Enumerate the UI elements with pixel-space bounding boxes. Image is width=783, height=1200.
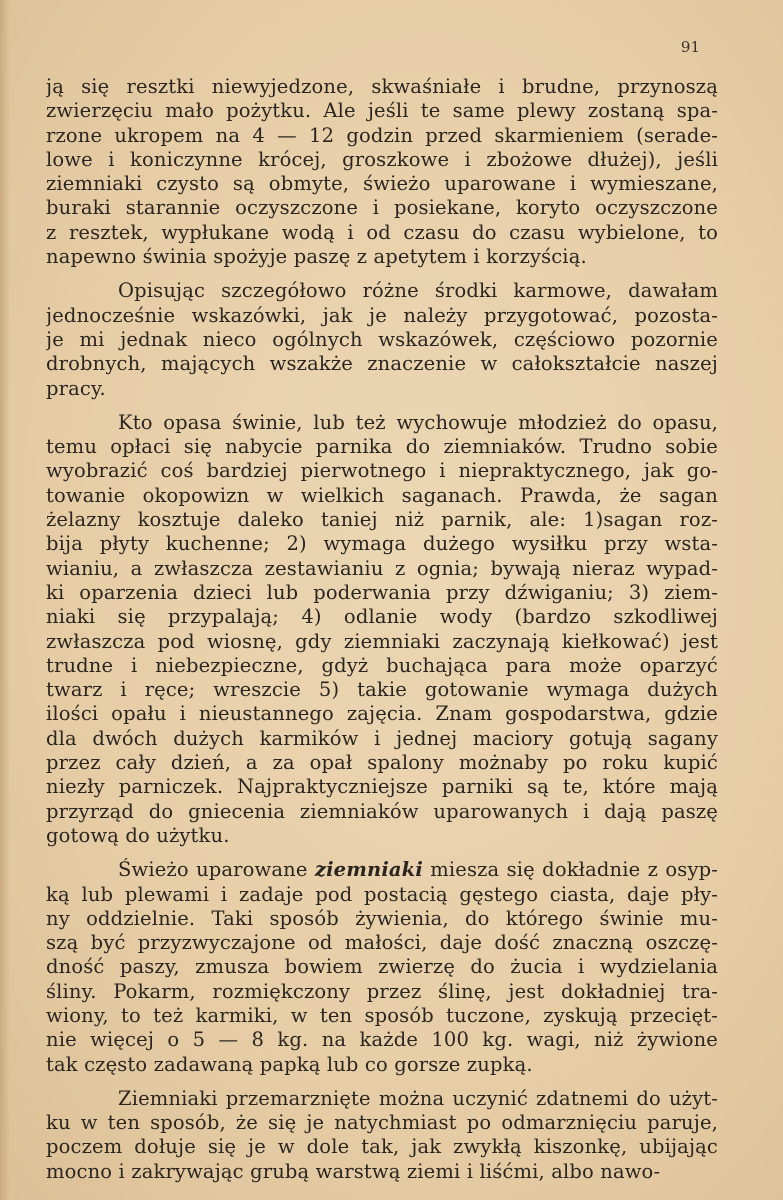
text-line: wianiu, a zwłaszcza zestawianiu z ognia; bywają nieraz wypad- (46, 556, 718, 580)
text-line: pracy. (46, 376, 106, 400)
text-line: szą być przyzwyczajone od małości, daje dość znaczną oszczę- (46, 931, 718, 955)
text-line: śliny. Pokarm, rozmiękczony przez ślinę, jest dokładniej tra- (46, 979, 718, 1003)
text-line: lowe i koniczynne krócej, groszkowe i zbożowe dłużej), jeśli (46, 147, 718, 171)
text-line: przez cały dzień, a za opał spalony możnaby po roku kupić (46, 751, 718, 775)
paragraph (46, 1087, 718, 1184)
text-line: rzone ukropem na 4 — 12 godzin przed skarmieniem (serade- (46, 123, 718, 147)
text-line: przyrząd do gniecenia ziemniaków uparowanych i dają paszę (46, 799, 718, 823)
text-line: niaki się przypalają; 4) odlanie wody (bardzo szkodliwej (46, 605, 718, 629)
text-line: gotową do użytku. (46, 823, 230, 847)
line-segment: Świeżo uparowane (118, 858, 315, 882)
text-line: wiony, to też karmiki, w ten sposób tuczone, zyskują przecięt- (46, 1003, 718, 1027)
text-line: napewno świnia spożyje paszę z apetytem i korzyścią. (46, 245, 587, 269)
text-line: mocno i zakrywając grubą warstwą ziemi i liśćmi, albo nawo- (46, 1159, 661, 1183)
text-line: ką lub plewami i zadaje pod postacią gęstego ciasta, daje pły- (46, 882, 718, 906)
text-line: zwierzęciu mało pożytku. Ale jeśli te same plewy zostaną spa- (46, 99, 718, 123)
text-line: żelazny kosztuje daleko taniej niż parnik, ale: 1)sagan roz- (46, 508, 718, 532)
text-line: jednocześnie wskazówki, jak je należy przygotować, pozosta- (46, 303, 718, 327)
text-line: ny oddzielnie. Taki sposób żywienia, do którego świnie mu- (46, 906, 718, 930)
text-line: ziemniaki czysto są obmyte, świeżo uparowane i wymieszane, (46, 172, 718, 196)
text-line: trudne i niebezpieczne, gdyż buchająca para może oparzyć (46, 653, 718, 677)
text-line: towanie okopowizn w wielkich saganach. Prawda, że sagan (46, 483, 718, 507)
text-line: twarz i ręce; wreszcie 5) takie gotowanie wymaga dużych (46, 678, 718, 702)
text-line: ilości opału i nieustannego zajęcia. Znam gospodarstwa, gdzie (46, 702, 718, 726)
text-line (46, 858, 718, 882)
text-line: zwłaszcza pod wiosnę, gdy ziemniaki zaczynają kiełkować) jest (46, 629, 718, 653)
text-line: ku w ten sposób, że się je natychmiast po odmarznięciu paruje, (46, 1111, 718, 1135)
paragraph (46, 75, 718, 269)
text-line: dność paszy, zmusza bowiem zwierzę do żucia i wydzielania (46, 955, 718, 979)
text-line: nie więcej o 5 — 8 kg. na każde 100 kg. wagi, niż żywione (46, 1028, 718, 1052)
body-text (46, 75, 718, 1194)
text-line: je mi jednak nieco ogólnych wskazówek, częściowo pozornie (46, 327, 718, 351)
text-line: temu opłaci się nabycie parnika do ziemniaków. Trudno sobie (46, 435, 718, 459)
paragraph (46, 279, 718, 400)
emphasized-word: ziemniaki (314, 858, 423, 882)
page-edge-shadow (0, 0, 10, 1200)
text-line: z resztek, wypłukane wodą i od czasu do czasu wybielone, to (46, 220, 718, 244)
text-line: drobnych, mających wszakże znaczenie w całokształcie naszej (46, 352, 718, 376)
text-line: Opisując szczegółowo różne środki karmowe, dawałam (118, 279, 718, 303)
text-line: niezły parniczek. Najpraktyczniejsze parniki są te, które mają (46, 775, 718, 799)
text-line: ki oparzenia dzieci lub poderwania przy dźwiganiu; 3) ziem- (46, 580, 718, 604)
text-line: Ziemniaki przemarznięte można uczynić zdatnemi do użyt- (118, 1086, 718, 1110)
text-line: ją się resztki niewyjedzone, skwaśniałe i brudne, przynoszą (46, 75, 718, 98)
text-line: Kto opasa świnie, lub też wychowuje młodzież do opasu, (118, 410, 718, 434)
line-segment: miesza się dokładnie z osyp- (422, 858, 718, 882)
text-line: wyobrazić coś bardziej pierwotnego i niepraktycznego, jak go- (46, 459, 718, 483)
paragraph (46, 858, 718, 1077)
text-line: poczem dołuje się je w dole tak, jak zwykłą kiszonkę, ubijając (46, 1135, 718, 1159)
text-line: tak często zadawaną papką lub co gorsze zupką. (46, 1052, 533, 1076)
text-line: dla dwóch dużych karmików i jednej maciory gotują sagany (46, 726, 718, 750)
text-line: bija płyty kuchenne; 2) wymaga dużego wysiłku przy wsta- (46, 532, 718, 556)
paragraph (46, 411, 718, 848)
text-line: buraki starannie oczyszczone i posiekane, koryto oczyszczone (46, 196, 718, 220)
page-number: 91 (680, 38, 700, 56)
